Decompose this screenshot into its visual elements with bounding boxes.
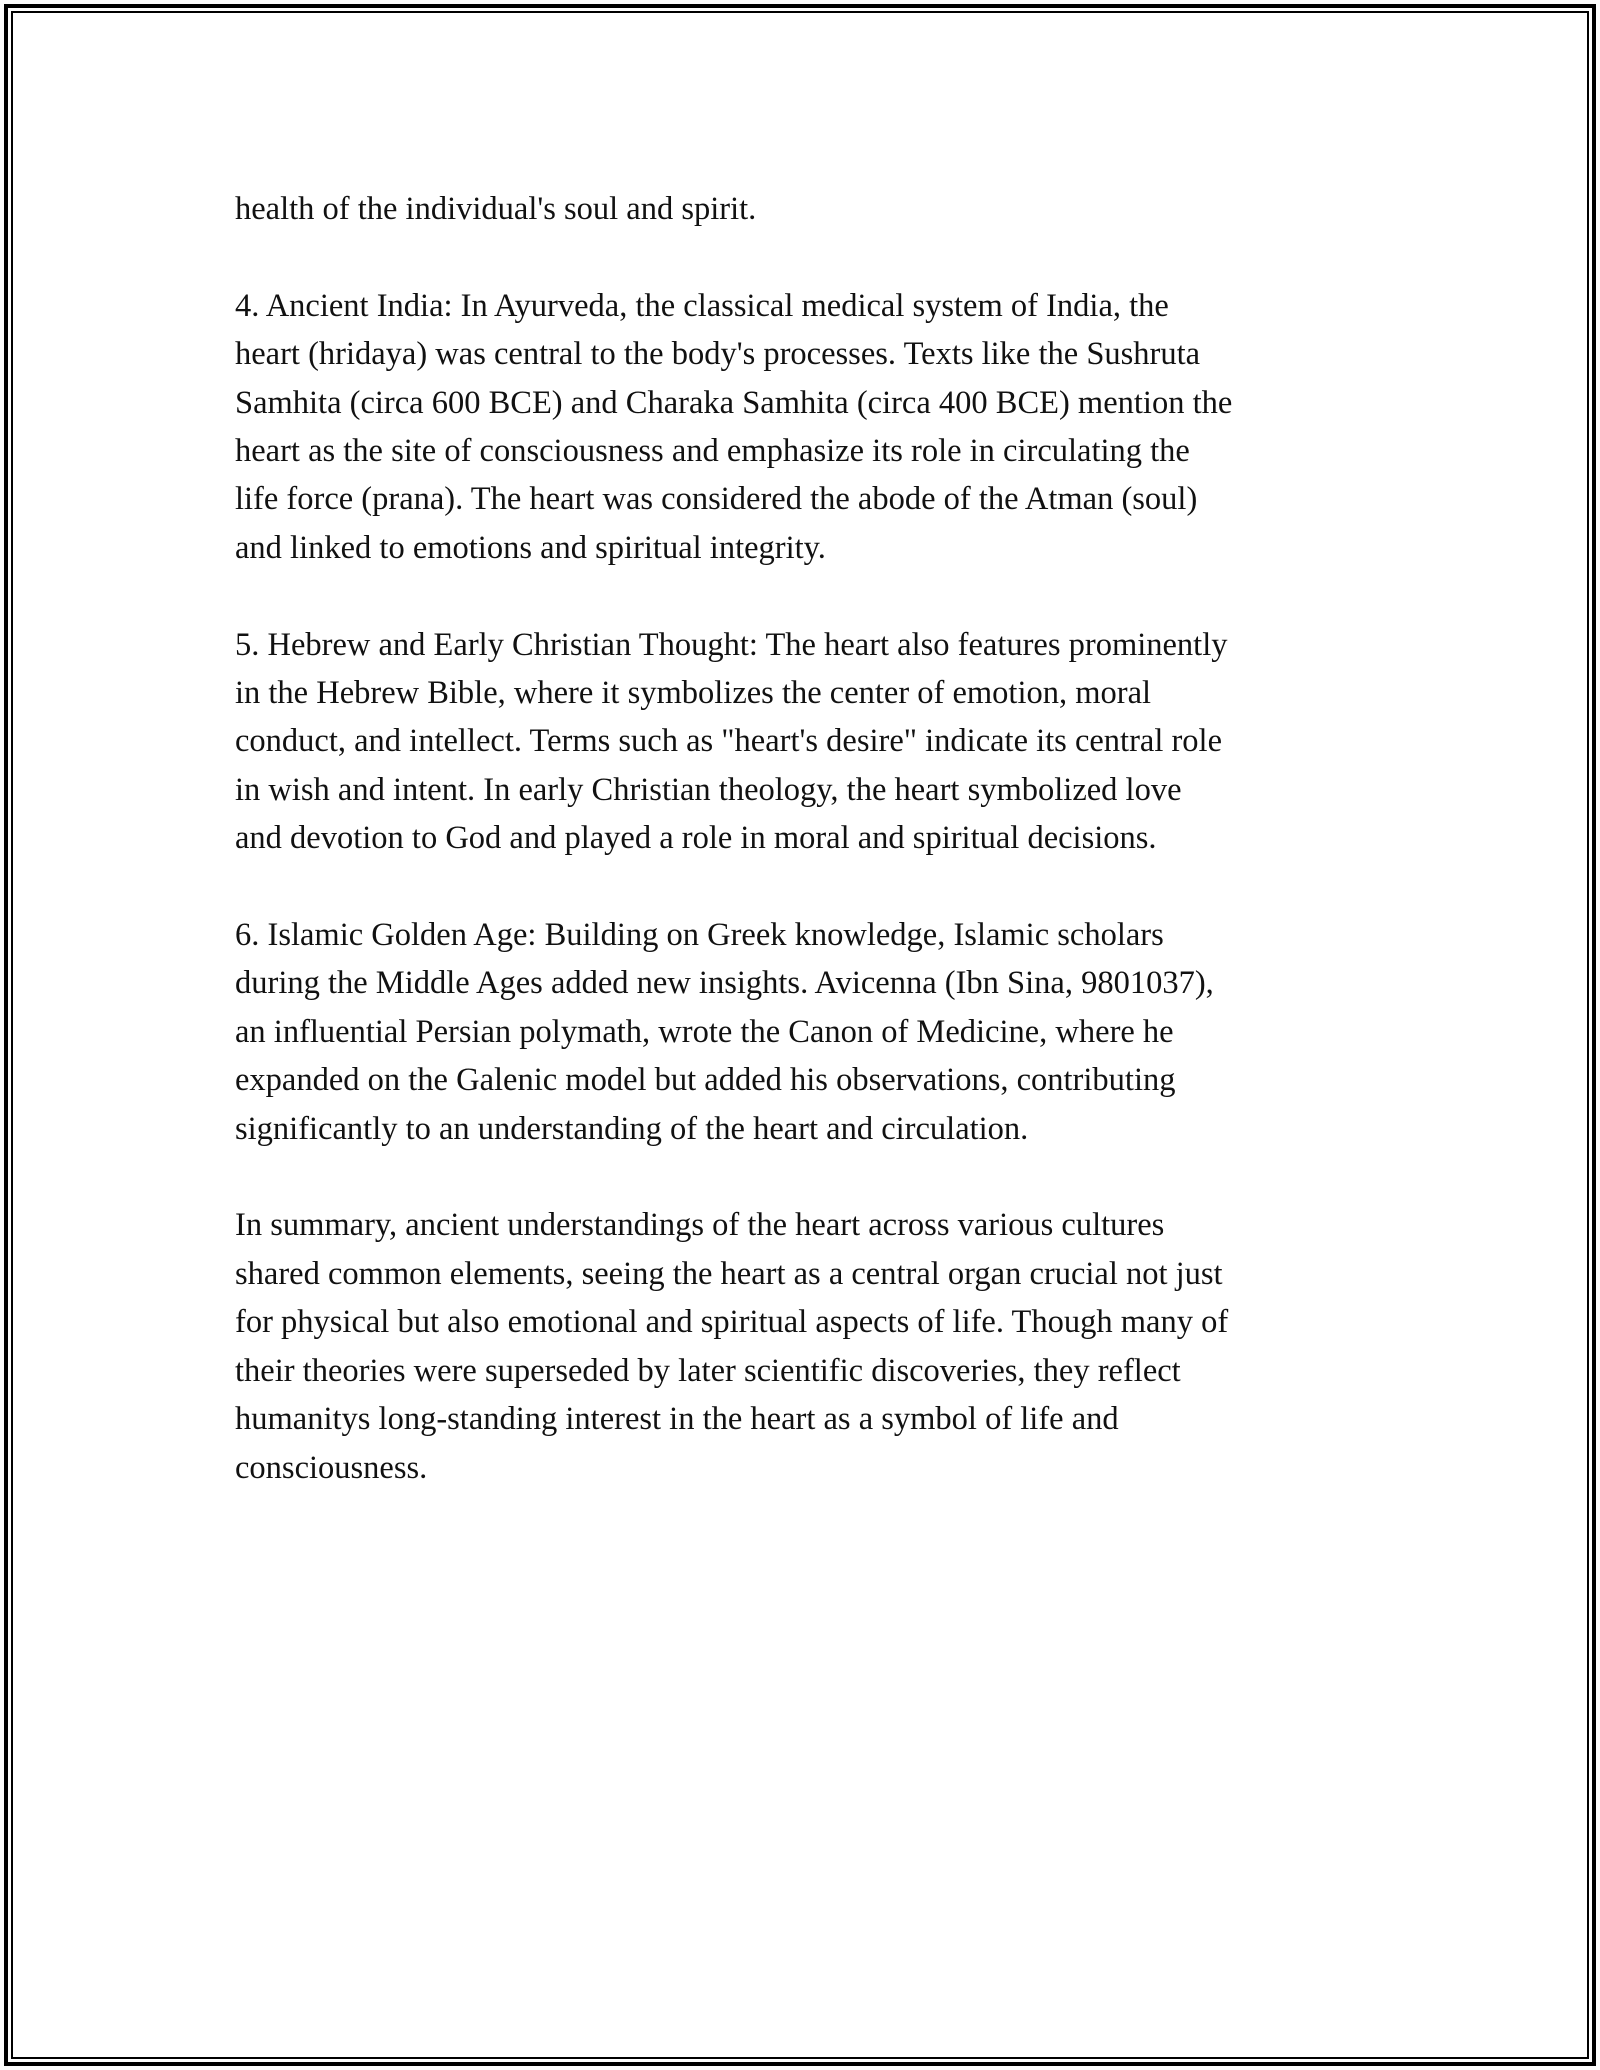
paragraph-summary (235, 1201, 1385, 1491)
paragraph-hebrew-christian (235, 621, 1385, 863)
text-line: 4. Ancient India: In Ayurveda, the classical medical system of India, the (235, 287, 1169, 324)
document-body (235, 185, 1385, 1540)
text-line: expanded on the Galenic model but added his observations, contributing (235, 1062, 1176, 1099)
text-line: conduct, and intellect. Terms such as "heart's desire" indicate its central role (235, 723, 1223, 760)
text-line: consciousness. (235, 1449, 428, 1486)
text-line: 5. Hebrew and Early Christian Thought: The heart also features prominently (235, 626, 1228, 663)
text-line: and linked to emotions and spiritual integrity. (235, 529, 826, 566)
text-line: significantly to an understanding of the heart and circulation. (235, 1110, 1029, 1147)
text-line: during the Middle Ages added new insights. Avicenna (Ibn Sina, 9801037), (235, 965, 1214, 1002)
text-line: Samhita (circa 600 BCE) and Charaka Samhita (circa 400 BCE) mention the (235, 384, 1233, 421)
text-line: and devotion to God and played a role in moral and spiritual decisions. (235, 820, 1157, 857)
text-line: heart (hridaya) was central to the body's processes. Texts like the Sushruta (235, 336, 1201, 373)
paragraph-islamic-golden-age (235, 911, 1385, 1153)
text-line: in wish and intent. In early Christian theology, the heart symbolized love (235, 771, 1182, 808)
text-line: health of the individual's soul and spirit. (235, 191, 757, 227)
text-line: shared common elements, seeing the heart as a central organ crucial not just (235, 1255, 1223, 1292)
paragraph-ancient-india (235, 282, 1385, 572)
text-line: In summary, ancient understandings of the heart across various cultures (235, 1207, 1165, 1244)
text-line: an influential Persian polymath, wrote the Canon of Medicine, where he (235, 1013, 1174, 1050)
text-line: 6. Islamic Golden Age: Building on Greek knowledge, Islamic scholars (235, 917, 1164, 954)
text-line: life force (prana). The heart was considered the abode of the Atman (soul) (235, 481, 1198, 518)
paragraph-continuation (235, 185, 1385, 233)
text-line: their theories were superseded by later scientific discoveries, they reflect (235, 1352, 1181, 1389)
text-line: for physical but also emotional and spiritual aspects of life. Though many of (235, 1304, 1229, 1341)
text-line: humanitys long-standing interest in the heart as a symbol of life and (235, 1401, 1119, 1438)
text-line: in the Hebrew Bible, where it symbolizes the center of emotion, moral (235, 675, 1152, 712)
text-line: heart as the site of consciousness and emphasize its role in circulating the (235, 433, 1190, 470)
